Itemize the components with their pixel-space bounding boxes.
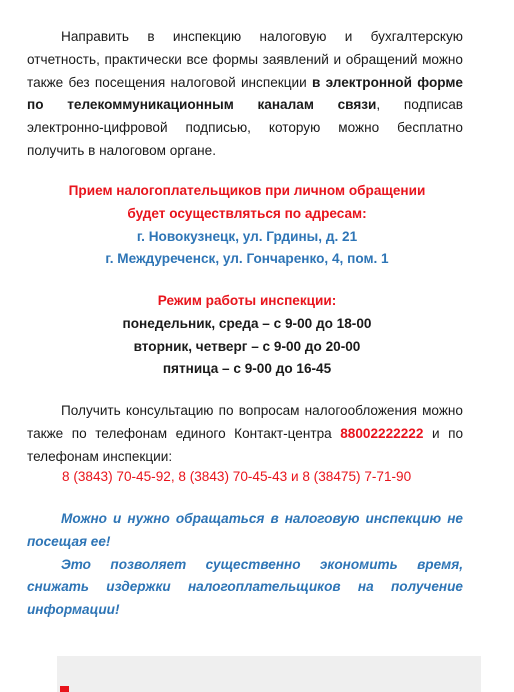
intro-paragraph: [27, 26, 463, 163]
reception-section: [27, 180, 467, 271]
consultation-paragraph: [27, 400, 463, 468]
reception-heading-1: Прием налогоплательщиков при личном обращении: [68, 183, 426, 198]
address-novokuznetsk: г. Новокузнецк, ул. Грдины, д. 21: [136, 228, 358, 244]
consultation-text-end: и по телефонам инспекции:: [27, 425, 463, 464]
closing-line-1: Можно и нужно обращаться в налоговую инспекцию не посещая ее!: [27, 511, 463, 549]
address-mezhdurechensk: г. Междуреченск, ул. Гончаренко, 4, пом. 1: [105, 251, 389, 267]
inspection-phones: 8 (3843) 70-45-92, 8 (3843) 70-45-43 и 8 (38475) 7-71-90: [62, 469, 412, 484]
schedule-row-fri: пятница – с 9-00 до 16-45: [162, 361, 332, 377]
intro-emphasis: в электронной форме по телекоммуникационным каналам связи: [27, 74, 463, 113]
hotline-number: 88002222222: [340, 425, 424, 441]
schedule-heading: Режим работы инспекции:: [157, 293, 337, 308]
closing-section: [27, 508, 463, 622]
footer-panel: [57, 656, 481, 692]
schedule-section: [27, 290, 467, 381]
consultation-text: Получить консультацию по вопросам налогообложения можно также по телефонам единого Контакт-центра: [27, 403, 463, 441]
closing-line-2: Это позволяет существенно экономить время, снижать издержки налогоплательщиков на получение информации!: [27, 556, 463, 618]
schedule-row-mon-wed: понедельник, среда – с 9-00 до 18-00: [122, 315, 372, 331]
footer-accent-mark: [60, 686, 69, 692]
intro-text-end: , подписав электронно-цифровой подписью, которую можно бесплатно получить в налоговом органе.: [27, 97, 463, 158]
intro-text: Направить в инспекцию налоговую и бухгалтерскую отчетность, практически все формы заявлений и обращений можно также без посещения налоговой инспекции: [27, 29, 463, 90]
reception-heading-2: будет осуществляться по адресам:: [127, 205, 367, 221]
schedule-row-tue-thu: вторник, четверг – с 9-00 до 20-00: [133, 338, 361, 354]
